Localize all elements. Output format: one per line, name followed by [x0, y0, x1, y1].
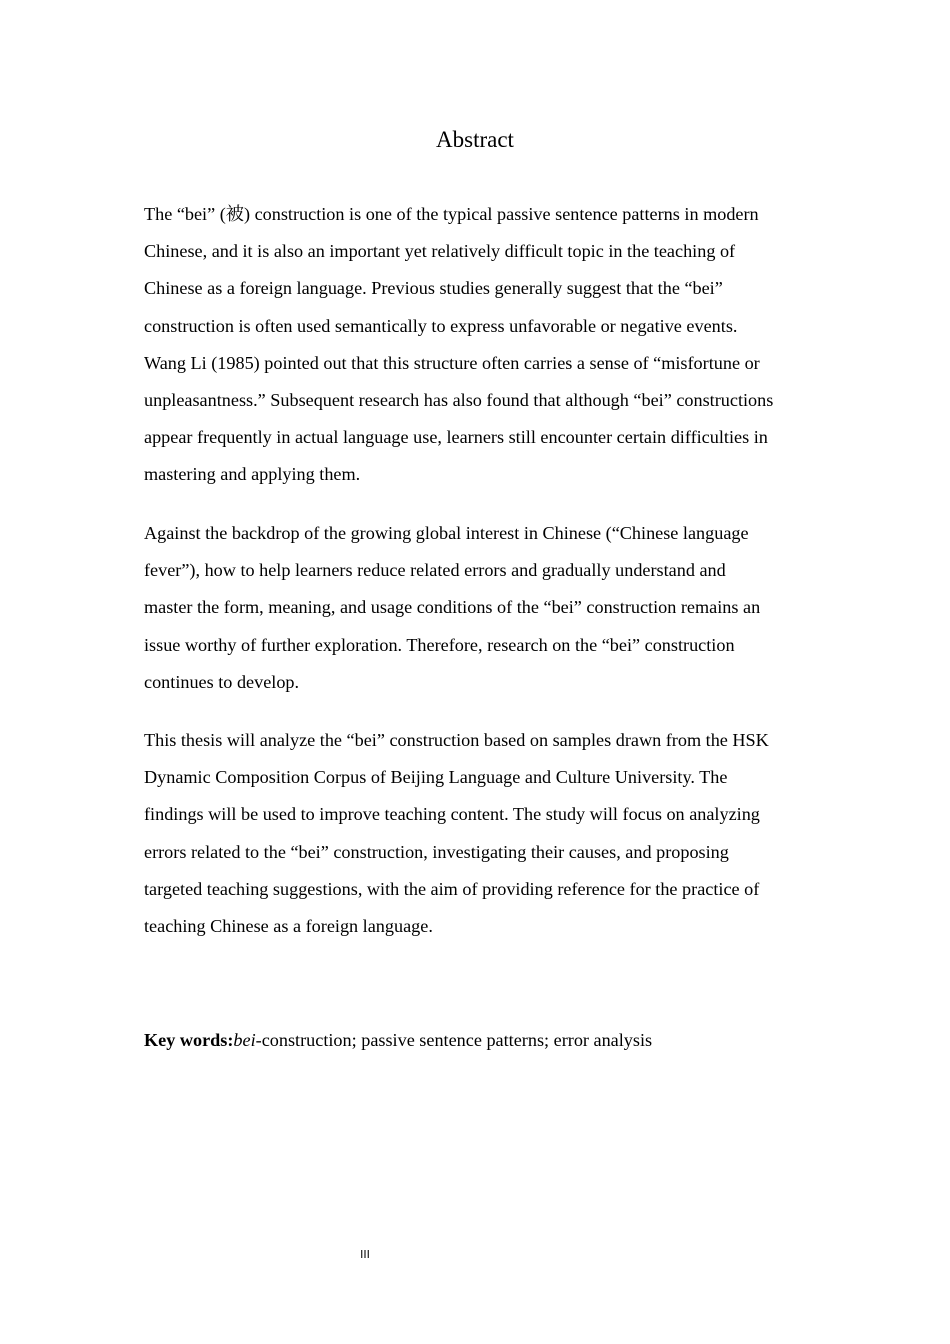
- paragraph-line: continues to develop.: [144, 671, 300, 692]
- abstract-paragraph-1: [144, 196, 824, 494]
- paragraph-line: Wang Li (1985) pointed out that this structure often carries a sense of “misfortune or: [144, 352, 760, 373]
- paragraph-line: This thesis will analyze the “bei” construction based on samples drawn from the HSK: [144, 730, 769, 750]
- paragraph-line: findings will be used to improve teaching content. The study will focus on analyzing: [144, 804, 760, 825]
- keywords-italic-term: bei: [233, 1030, 256, 1050]
- paragraph-line: construction is often used semantically to express unfavorable or negative events.: [144, 315, 738, 336]
- paragraph-line: appear frequently in actual language use, learners still encounter certain difficulties in: [144, 427, 768, 448]
- paragraph-line: errors related to the “bei” construction, investigating their causes, and proposing: [144, 841, 729, 862]
- paragraph-line: Against the backdrop of the growing global interest in Chinese (“Chinese language: [144, 523, 749, 543]
- paragraph-line: targeted teaching suggestions, with the aim of providing reference for the practice of: [144, 878, 760, 899]
- keywords-text: -construction; passive sentence patterns; error analysis: [255, 1030, 653, 1050]
- paragraph-line: fever”), how to help learners reduce related errors and gradually understand and: [144, 560, 726, 581]
- paragraph-line: Chinese as a foreign language. Previous studies generally suggest that the “bei”: [144, 278, 723, 299]
- abstract-title: Abstract: [436, 127, 514, 152]
- page-number: III: [360, 1248, 370, 1261]
- keywords-line: [144, 1025, 652, 1055]
- paragraph-line: issue worthy of further exploration. Therefore, research on the “bei” construction: [144, 634, 735, 655]
- paragraph-line: master the form, meaning, and usage conditions of the “bei” construction remains an: [144, 597, 761, 618]
- paragraph-line: The “bei” (被) construction is one of the typical passive sentence patterns in modern: [144, 204, 759, 224]
- paragraph-line: Chinese, and it is also an important yet relatively difficult topic in the teaching of: [144, 241, 736, 262]
- abstract-paragraph-2: [144, 515, 824, 701]
- paragraph-line: teaching Chinese as a foreign language.: [144, 915, 433, 936]
- keywords-label: Key words:: [144, 1030, 234, 1050]
- abstract-paragraph-3: [144, 722, 824, 945]
- paragraph-line: Dynamic Composition Corpus of Beijing Language and Culture University. The: [144, 767, 728, 788]
- paragraph-line: unpleasantness.” Subsequent research has also found that although “bei” constructions: [144, 389, 774, 410]
- paragraph-line: mastering and applying them.: [144, 464, 361, 485]
